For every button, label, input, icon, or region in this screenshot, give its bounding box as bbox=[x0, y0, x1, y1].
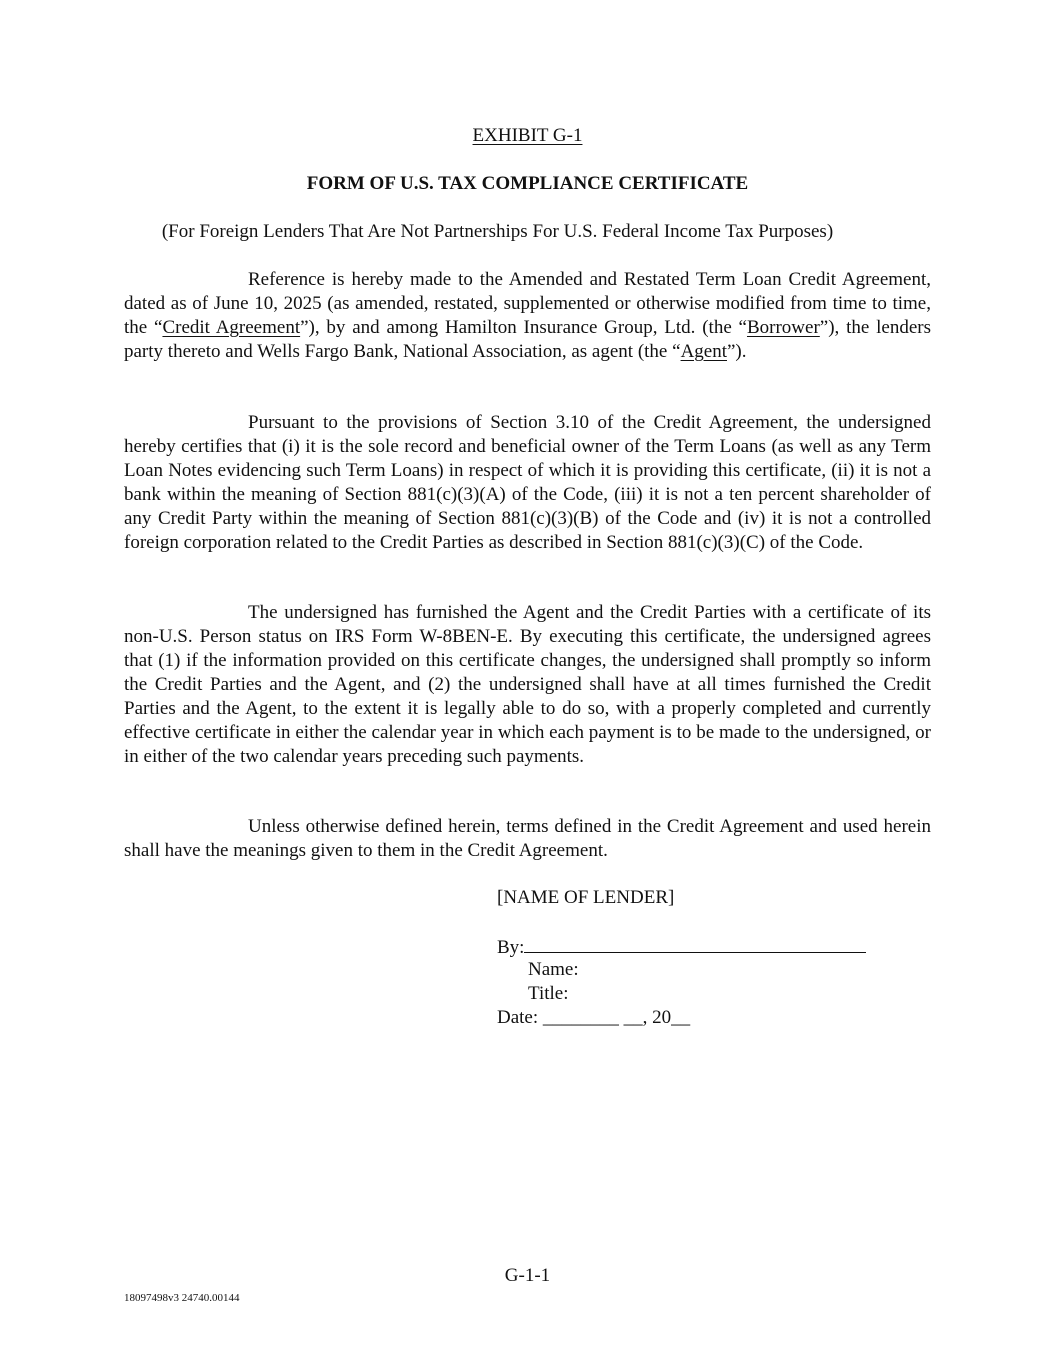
paragraph-reference-part3: ”), the lenders party thereto and Wells Fargo Bank, National Association, as agent (the “ bbox=[124, 317, 931, 362]
defined-term-credit-agreement: Credit Agreement bbox=[162, 317, 301, 338]
defined-term-borrower: Borrower bbox=[746, 317, 820, 338]
document-subtitle: (For Foreign Lenders That Are Not Partnerships For U.S. Federal Income Tax Purposes) bbox=[161, 221, 834, 242]
document-title: FORM OF U.S. TAX COMPLIANCE CERTIFICATE bbox=[306, 173, 749, 194]
paragraph-furnished-certificate: The undersigned has furnished the Agent and the Credit Parties with a certificate of its non-U.S. Person status on IRS Form W-8BEN-E. By executing this certificate, the undersigned agrees that (1) if the information provided on this certificate changes, the undersigned shall promptly so inform the Credit Parties and the Agent, and (2) the undersigned shall have at all times furnished the Credit Parties and the Agent, to the extent it is legally able to do so, with a properly completed and currently effective certificate in either the calendar year in which each payment is to be made to the undersigned, or in either of the two calendar years preceding such payments. bbox=[124, 602, 931, 767]
signatory-name-label: Name: bbox=[528, 959, 579, 980]
paragraph-reference bbox=[124, 268, 931, 364]
paragraph-reference-part4: ”). bbox=[727, 341, 747, 362]
page-number: G-1-1 bbox=[504, 1265, 551, 1286]
signature-date-line: Date: ________ __, 20__ bbox=[497, 1007, 691, 1028]
paragraph-reference-part1: Reference is hereby made to the Amended and Restated Term Loan Credit Agreement, dated as of June 10, 2025 (as amended, restated, supplemented or otherwise modified from time to time, the “ bbox=[124, 269, 931, 338]
paragraph-certification: Pursuant to the provisions of Section 3.10 of the Credit Agreement, the undersigned hereby certifies that (i) it is the sole record and beneficial owner of the Term Loans (as well as any Term Loan Notes evidencing such Term Loans) in respect of which it is providing this certificate, (ii) it is not a bank within the meaning of Section 881(c)(3)(A) of the Code, (iii) it is not a ten percent shareholder of any Credit Party within the meaning of Section 881(c)(3)(B) of the Code and (iv) it is not a controlled foreign corporation related to the Credit Parties as described in Section 881(c)(3)(C) of the Code. bbox=[124, 412, 931, 553]
document-id: 18097498v3 24740.00144 bbox=[124, 1292, 240, 1304]
signature-by-row bbox=[497, 934, 866, 960]
paragraph-reference-part2: ”), by and among Hamilton Insurance Group, Ltd. (the “ bbox=[300, 317, 747, 338]
exhibit-label: EXHIBIT G-1 bbox=[472, 125, 583, 146]
paragraph-definitions: Unless otherwise defined herein, terms defined in the Credit Agreement and used herein shall have the meanings given to them in the Credit Agreement. bbox=[124, 816, 931, 861]
signature-line bbox=[524, 934, 866, 953]
signatory-title-label: Title: bbox=[528, 983, 569, 1004]
by-label: By: bbox=[497, 937, 525, 958]
exhibit-heading bbox=[0, 124, 1055, 148]
lender-name-placeholder: [NAME OF LENDER] bbox=[497, 887, 675, 908]
defined-term-agent: Agent bbox=[680, 341, 727, 362]
